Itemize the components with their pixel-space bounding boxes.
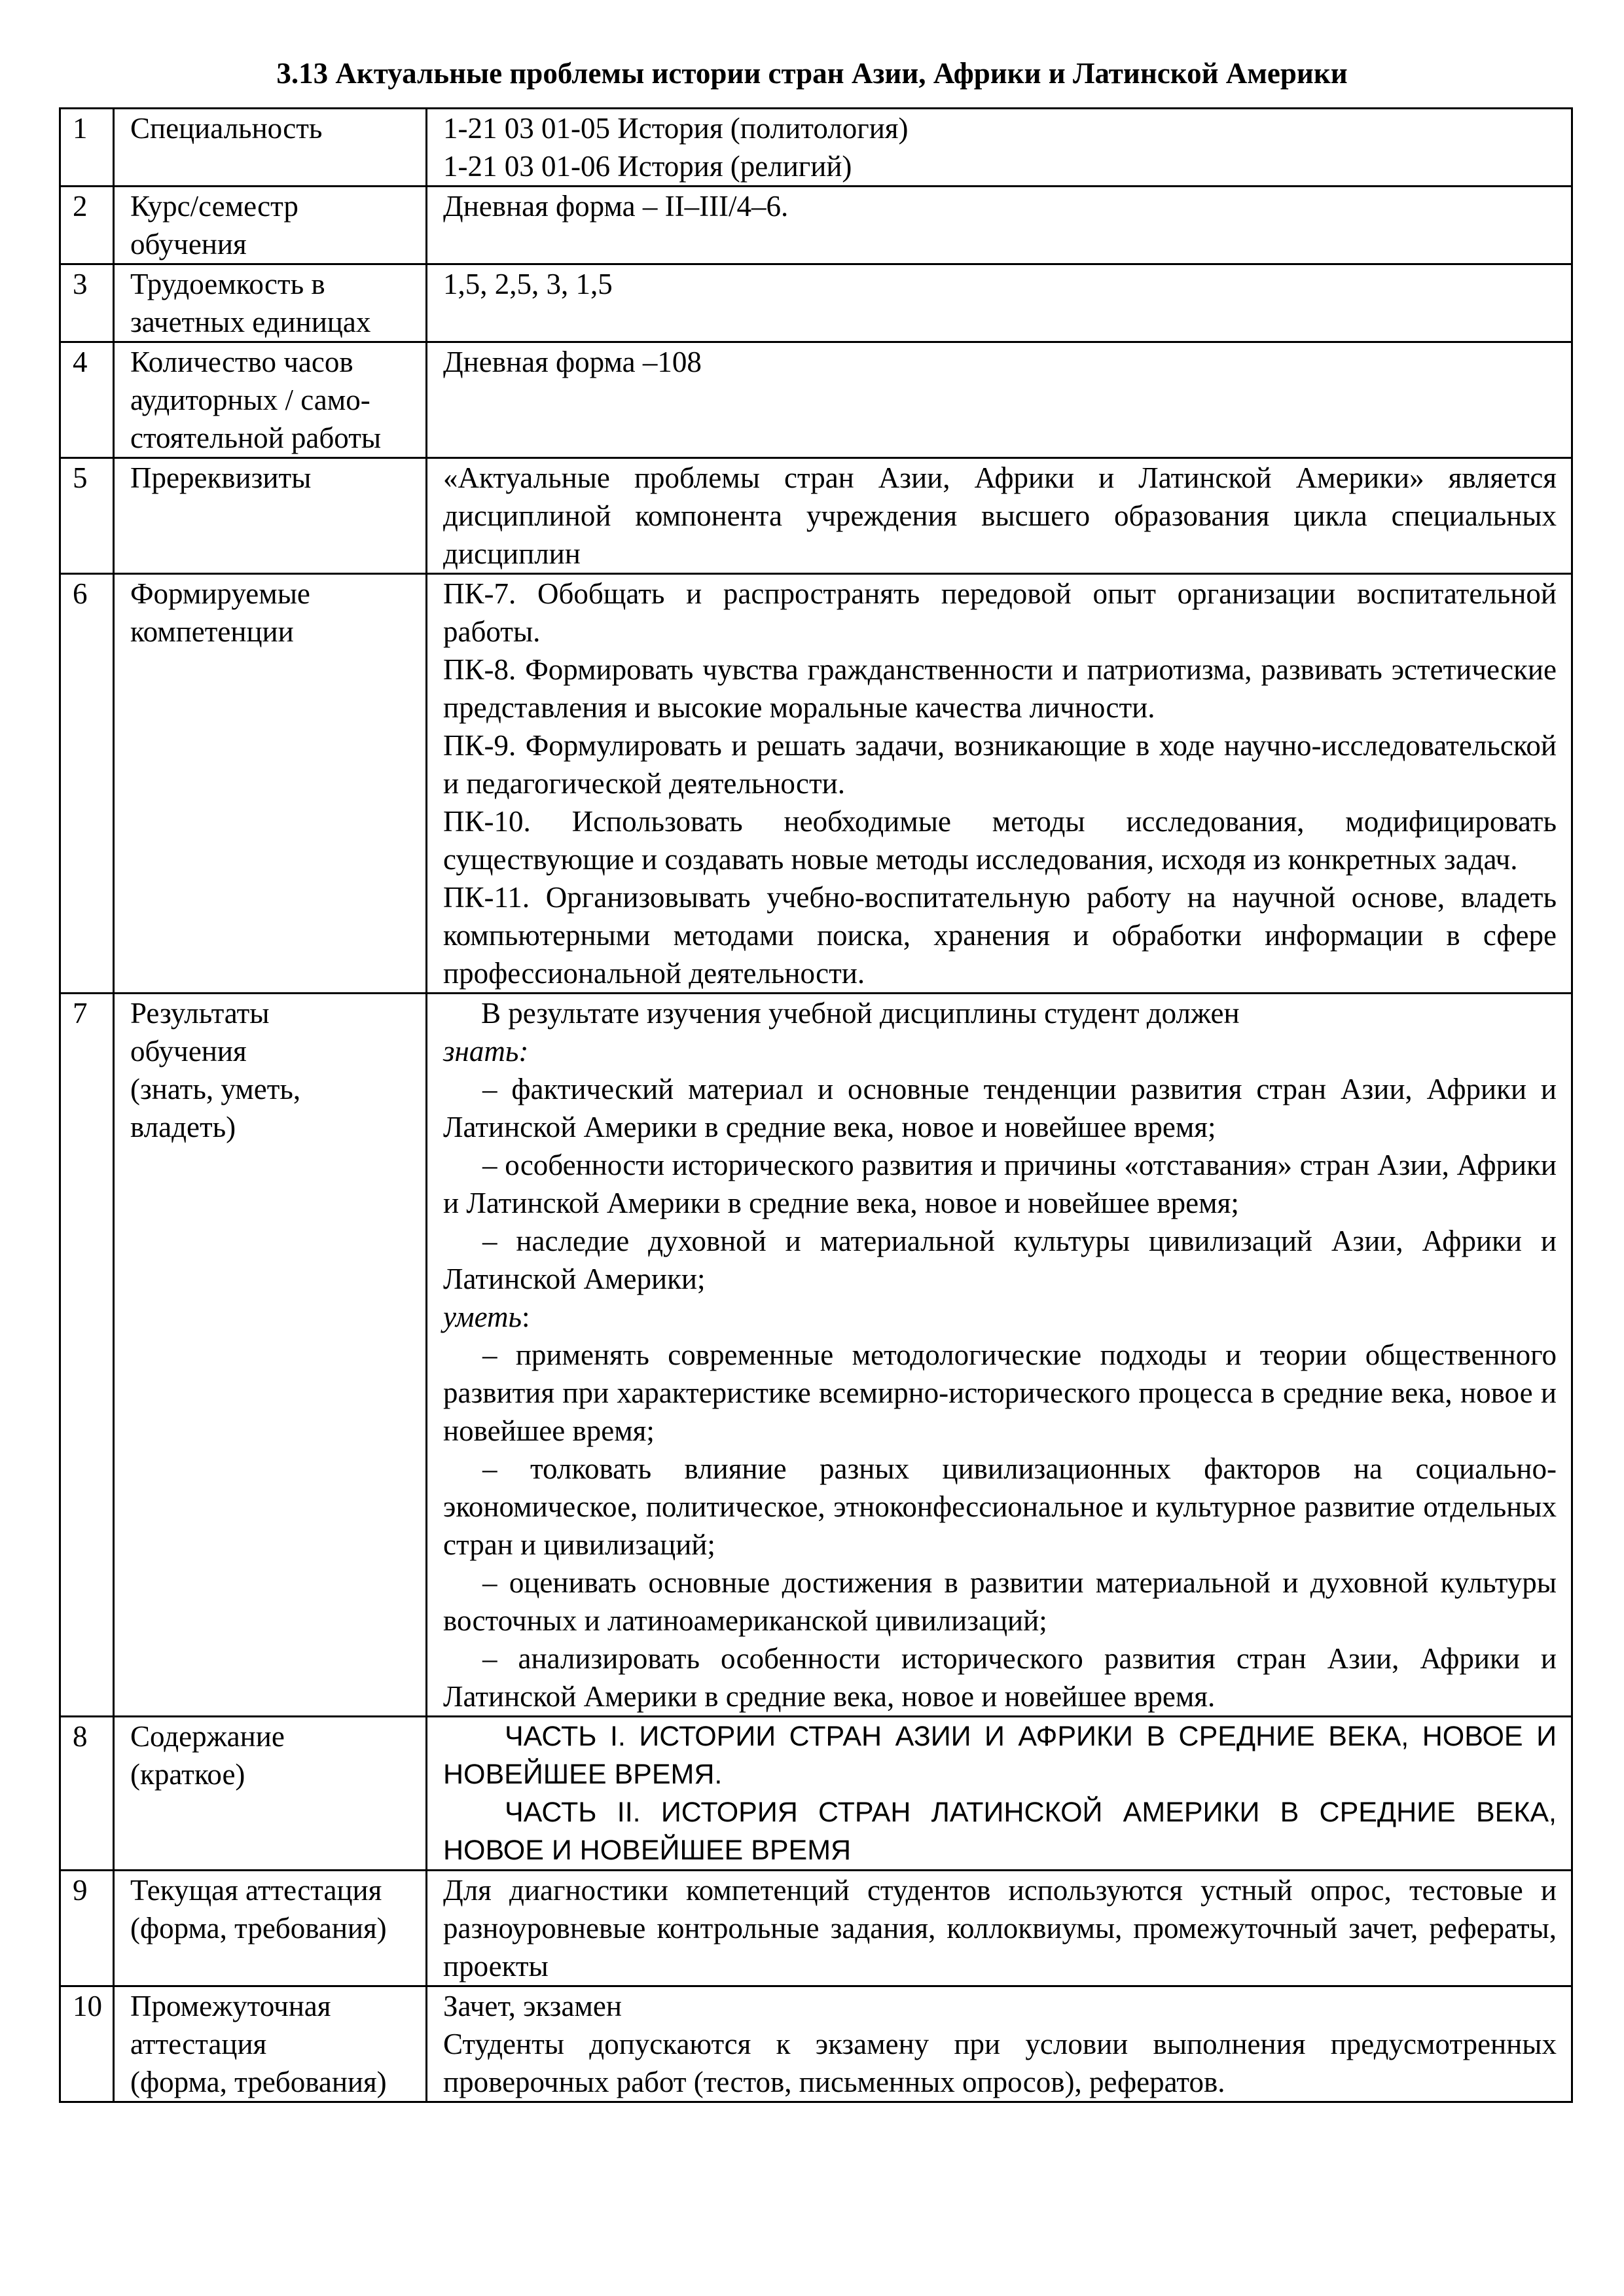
row-label-line: Промежуточная bbox=[130, 1990, 331, 2022]
competence-item: ПК-7. Обобщать и распространять передовой опыт организации воспитательной работы. bbox=[443, 577, 1557, 648]
row-number: 10 bbox=[60, 1986, 114, 2102]
row-number: 7 bbox=[60, 994, 114, 1717]
course-description-table bbox=[59, 107, 1573, 2103]
can-item: – толковать влияние разных цивилизационных факторов на социально-экономическое, политическое, этноконфессиональное и культурное развитие отдельных стран и цивилизаций; bbox=[443, 1452, 1557, 1561]
exam-requirements: Студенты допускаются к экзамену при условии выполнения предусмотренных проверочных работ (тестов, письменных опросов), рефератов. bbox=[443, 2028, 1557, 2098]
table-row bbox=[60, 264, 1572, 342]
row-content bbox=[427, 574, 1572, 994]
know-item: – особенности исторического развития и причины «отставания» стран Азии, Африки и Латинской Америки в средние века, новое и новейшее время; bbox=[443, 1149, 1557, 1219]
row-label bbox=[114, 1986, 427, 2102]
prerequisites-text: «Актуальные проблемы стран Азии, Африки и Латинской Америки» является дисциплиной компонента учреждения высшего образования цикла специальных дисциплин bbox=[443, 461, 1557, 570]
row-content bbox=[427, 1717, 1572, 1871]
page-title: 3.13 Актуальные проблемы истории стран Азии, Африки и Латинской Америки bbox=[276, 57, 1348, 90]
row-content bbox=[427, 187, 1572, 264]
row-content bbox=[427, 994, 1572, 1717]
row-label bbox=[114, 342, 427, 458]
can-item: – применять современные методологические подходы и теории общественного развития при характеристике всемирно-исторического процесса в средние века, новое и новейшее время; bbox=[443, 1338, 1557, 1447]
row-number: 8 bbox=[60, 1717, 114, 1871]
can-heading-suffix: : bbox=[521, 1300, 530, 1333]
row-content bbox=[427, 458, 1572, 574]
row-label-line: (форма, требования) bbox=[130, 2066, 387, 2098]
row-content bbox=[427, 1986, 1572, 2102]
can-item: – анализировать особенности исторического развития стран Азии, Африки и Латинской Америки в средние века, новое и новейшее время. bbox=[443, 1642, 1557, 1713]
know-item: – фактический материал и основные тенденции развития стран Азии, Африки и Латинской Америки в средние века, новое и новейшее время; bbox=[443, 1073, 1557, 1143]
row-number: 3 bbox=[60, 264, 114, 342]
specialty-line: 1-21 03 01-06 История (религий) bbox=[443, 150, 852, 183]
competence-item: ПК-11. Организовывать учебно-воспитательную работу на научной основе, владеть компьютерными методами поиска, хранения и обработки информации в сфере профессиональной деятельности. bbox=[443, 881, 1557, 990]
know-heading-text: знать bbox=[443, 1035, 519, 1067]
row-label bbox=[114, 109, 427, 187]
row-label-line: Трудоемкость в bbox=[130, 268, 325, 300]
row-content bbox=[427, 342, 1572, 458]
row-label-line: Результаты bbox=[130, 997, 270, 1030]
exam-form: Зачет, экзамен bbox=[443, 1990, 622, 2022]
table-row bbox=[60, 109, 1572, 187]
row-label-line: Курс/семестр bbox=[130, 190, 298, 223]
row-label-line: обучения bbox=[130, 1035, 247, 1067]
row-content bbox=[427, 1871, 1572, 1986]
row-label-line: Специальность bbox=[130, 112, 323, 145]
current-assessment-text: Для диагностики компетенций студентов используются устный опрос, тестовые и разноуровневые контрольные задания, коллоквиумы, промежуточный зачет, рефераты, проекты bbox=[443, 1874, 1557, 1982]
credits-value: 1,5, 2,5, 3, 1,5 bbox=[443, 268, 613, 300]
competence-item: ПК-10. Использовать необходимые методы исследования, модифицировать существующие и создавать новые методы исследования, исходя из конкретных задач. bbox=[443, 805, 1557, 876]
row-number: 9 bbox=[60, 1871, 114, 1986]
row-label bbox=[114, 1717, 427, 1871]
row-label bbox=[114, 264, 427, 342]
row-label-line: (краткое) bbox=[130, 1758, 245, 1791]
row-label-line: (форма, требования) bbox=[130, 1912, 387, 1945]
row-label-line: Количество часов bbox=[130, 346, 353, 378]
row-label-line: аттестация bbox=[130, 2028, 267, 2060]
specialty-line: 1-21 03 01-05 История (политология) bbox=[443, 112, 909, 145]
competence-item: ПК-8. Формировать чувства гражданственности и патриотизма, развивать эстетические представления и высокие моральные качества личности. bbox=[443, 653, 1557, 724]
table-row bbox=[60, 574, 1572, 994]
row-number: 6 bbox=[60, 574, 114, 994]
know-item: – наследие духовной и материальной культуры цивилизаций Азии, Африки и Латинской Америки; bbox=[443, 1225, 1557, 1295]
content-part: ЧАСТЬ I. ИСТОРИИ СТРАН АЗИИ И АФРИКИ В СРЕДНИЕ ВЕКА, НОВОЕ И НОВЕЙШЕЕ ВРЕМЯ. bbox=[443, 1721, 1557, 1790]
content-part: ЧАСТЬ II. ИСТОРИЯ СТРАН ЛАТИНСКОЙ АМЕРИКИ В СРЕДНИЕ ВЕКА, НОВОЕ И НОВЕЙШЕЕ ВРЕМЯ bbox=[443, 1797, 1557, 1866]
row-label-line: Содержание bbox=[130, 1720, 285, 1753]
table-row bbox=[60, 1986, 1572, 2102]
table-row bbox=[60, 1871, 1572, 1986]
row-label-line: аудиторных / само- bbox=[130, 384, 370, 416]
row-number: 1 bbox=[60, 109, 114, 187]
row-label-line: владеть) bbox=[130, 1111, 236, 1143]
can-item: – оценивать основные достижения в развитии материальной и духовной культуры восточных и латиноамериканской цивилизаций; bbox=[443, 1566, 1557, 1637]
table-row bbox=[60, 994, 1572, 1717]
row-label-line: Формируемые bbox=[130, 577, 310, 610]
competence-item: ПК-9. Формулировать и решать задачи, возникающие в ходе научно-исследовательской и педагогической деятельности. bbox=[443, 729, 1557, 800]
row-label-line: компетенции bbox=[130, 615, 294, 648]
row-content bbox=[427, 264, 1572, 342]
row-label bbox=[114, 458, 427, 574]
table-row bbox=[60, 458, 1572, 574]
row-label-line: Пререквизиты bbox=[130, 461, 312, 494]
course-semester-value: Дневная форма – II–III/4–6. bbox=[443, 190, 789, 223]
row-label bbox=[114, 1871, 427, 1986]
row-number: 4 bbox=[60, 342, 114, 458]
table-row bbox=[60, 187, 1572, 264]
table-row bbox=[60, 1717, 1572, 1871]
row-label-line: стоятельной работы bbox=[130, 422, 382, 454]
row-content bbox=[427, 109, 1572, 187]
row-label bbox=[114, 574, 427, 994]
can-heading-text: уметь bbox=[443, 1300, 522, 1333]
row-label-line: Текущая аттестация bbox=[130, 1874, 382, 1907]
row-label bbox=[114, 994, 427, 1717]
row-label-line: зачетных единицах bbox=[130, 306, 371, 338]
row-label-line: (знать, уметь, bbox=[130, 1073, 301, 1105]
row-number: 2 bbox=[60, 187, 114, 264]
can-heading bbox=[443, 1298, 1557, 1336]
know-heading: знать: bbox=[443, 1035, 529, 1067]
hours-value: Дневная форма –108 bbox=[443, 346, 702, 378]
table-row bbox=[60, 342, 1572, 458]
row-label bbox=[114, 187, 427, 264]
row-number: 5 bbox=[60, 458, 114, 574]
results-intro: В результате изучения учебной дисциплины студент должен bbox=[481, 997, 1240, 1030]
row-label-line: обучения bbox=[130, 228, 247, 260]
